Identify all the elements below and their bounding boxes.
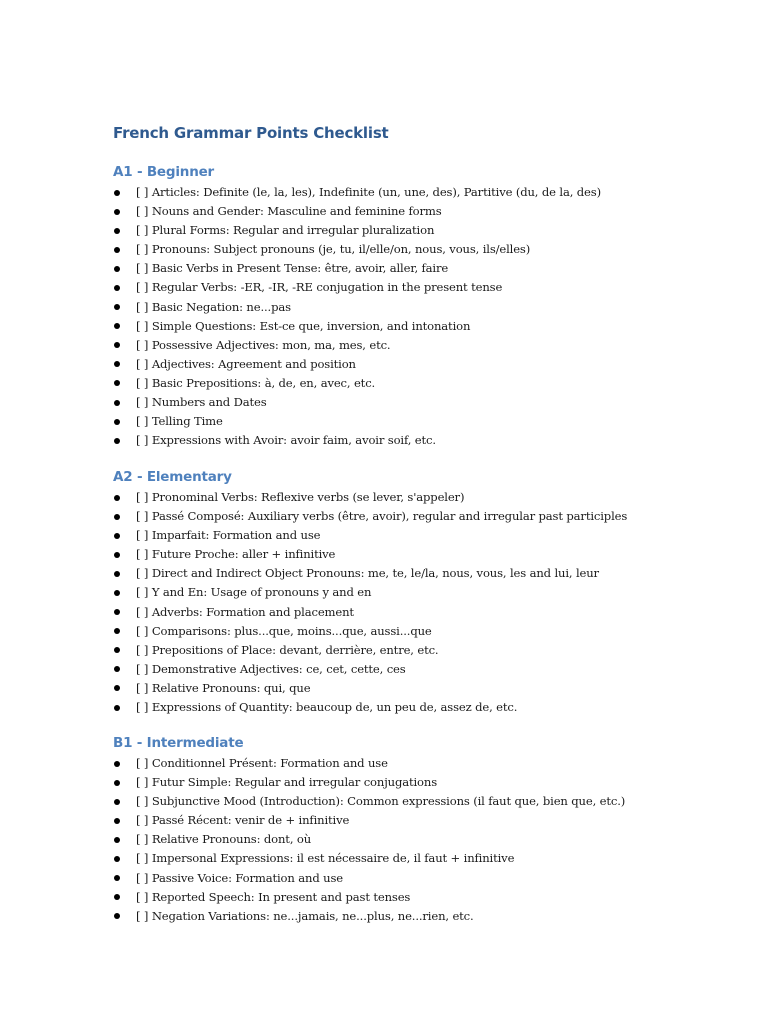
bullet-icon [114,514,120,520]
checklist-item [113,545,753,564]
section-a2-elementary [113,466,753,717]
checklist-item [113,507,753,526]
bullet-icon [114,495,120,501]
checklist-item [113,202,753,221]
checklist-item-text: [ ] Adverbs: Formation and placement [136,604,354,619]
section-b1-intermediate [113,732,753,926]
checklist-item-text: [ ] Conditionnel Présent: Formation and use [136,756,388,770]
checklist-item [113,278,753,297]
bullet-icon [114,818,120,824]
checklist-item [113,298,753,317]
checklist-item [113,679,753,698]
checklist-item-text: [ ] Simple Questions: Est-ce que, inversion, and intonation [136,318,471,333]
checklist-item-text: [ ] Y and En: Usage of pronouns y and en [136,585,372,600]
checklist-item-text: [ ] Comparisons: plus...que, moins...que, aussi...que [136,623,432,638]
checklist-item-text: [ ] Future Proche: aller + infinitive [136,547,336,562]
checklist-item [113,355,753,374]
checklist-item [113,240,753,259]
checklist-item [113,888,753,907]
bullet-icon [114,419,120,425]
checklist-item-text: [ ] Prepositions of Place: devant, derrière, entre, etc. [136,642,439,657]
checklist-item [113,811,753,830]
section-a1-beginner [113,161,753,450]
checklist-item-text: [ ] Numbers and Dates [136,395,267,410]
bullet-icon [114,247,120,253]
checklist-item [113,869,753,888]
checklist-item [113,773,753,792]
checklist-item-text: [ ] Negation Variations: ne...jamais, ne...plus, ne...rien, etc. [136,908,474,923]
checklist [113,754,753,926]
checklist-item [113,792,753,811]
checklist-item [113,641,753,660]
bullet-icon [114,400,120,406]
checklist-item-text: [ ] Plural Forms: Regular and irregular pluralization [136,223,435,238]
checklist-item-text: [ ] Basic Verbs in Present Tense: être, avoir, aller, faire [136,261,449,276]
checklist-item [113,907,753,926]
bullet-icon [114,666,120,672]
bullet-icon [114,628,120,634]
checklist-item [113,259,753,278]
checklist-item-text: [ ] Impersonal Expressions: il est nécessaire de, il faut + infinitive [136,851,515,866]
bullet-icon [114,533,120,539]
bullet-icon [114,590,120,596]
bullet-icon [114,799,120,805]
checklist-item [113,583,753,602]
bullet-icon [114,647,120,653]
checklist-item-text: [ ] Relative Pronouns: qui, que [136,680,311,695]
checklist-item-text: [ ] Futur Simple: Regular and irregular conjugations [136,775,438,790]
checklist-item [113,393,753,412]
document-title: French Grammar Points Checklist [113,124,389,142]
bullet-icon [114,304,120,310]
checklist [113,488,753,717]
bullet-icon [114,685,120,691]
checklist-item [113,849,753,868]
checklist-item [113,374,753,393]
checklist-item-text: [ ] Demonstrative Adjectives: ce, cet, cette, ces [136,661,406,676]
bullet-icon [114,323,120,329]
checklist-item [113,660,753,679]
checklist-item-text: [ ] Expressions of Quantity: beaucoup de, un peu de, assez de, etc. [136,700,518,715]
bullet-icon [114,552,120,558]
checklist-item-text: [ ] Telling Time [136,414,223,429]
bullet-icon [114,761,120,767]
checklist-item-text: [ ] Possessive Adjectives: mon, ma, mes, etc. [136,337,391,352]
checklist-item [113,698,753,717]
bullet-icon [114,361,120,367]
bullet-icon [114,894,120,900]
bullet-icon [114,438,120,444]
bullet-icon [114,380,120,386]
checklist-item-text: [ ] Basic Prepositions: à, de, en, avec, etc. [136,375,376,390]
bullet-icon [114,209,120,215]
checklist-item-text: [ ] Passé Composé: Auxiliary verbs (être, avoir), regular and irregular past participles [136,509,628,524]
bullet-icon [114,837,120,843]
checklist-item-text: [ ] Passé Récent: venir de + infinitive [136,813,350,828]
bullet-icon [114,266,120,272]
bullet-icon [114,705,120,711]
checklist-item [113,754,753,773]
checklist-item-text: [ ] Regular Verbs: -ER, -IR, -RE conjugation in the present tense [136,280,503,295]
bullet-icon [114,875,120,881]
checklist-item [113,564,753,583]
checklist-item [113,603,753,622]
checklist-item [113,183,753,202]
section-heading: B1 - Intermediate [113,735,244,751]
checklist-item [113,221,753,240]
bullet-icon [114,913,120,919]
checklist-item-text: [ ] Basic Negation: ne...pas [136,299,291,314]
section-heading: A1 - Beginner [113,164,215,180]
checklist-item-text: [ ] Direct and Indirect Object Pronouns: me, te, le/la, nous, vous, les and lui, leur [136,566,599,581]
checklist-item-text: [ ] Expressions with Avoir: avoir faim, avoir soif, etc. [136,433,436,448]
bullet-icon [114,609,120,615]
checklist [113,183,753,450]
bullet-icon [114,285,120,291]
checklist-item [113,488,753,507]
bullet-icon [114,571,120,577]
checklist-item [113,431,753,450]
checklist-item [113,317,753,336]
checklist-item-text: [ ] Imparfait: Formation and use [136,528,321,543]
checklist-item [113,412,753,431]
bullet-icon [114,780,120,786]
checklist-item [113,622,753,641]
section-heading: A2 - Elementary [113,469,232,485]
checklist-item-text: [ ] Relative Pronouns: dont, où [136,832,312,847]
checklist-item-text: [ ] Nouns and Gender: Masculine and feminine forms [136,204,442,219]
checklist-item [113,336,753,355]
checklist-item [113,830,753,849]
checklist-item-text: [ ] Adjectives: Agreement and position [136,356,356,371]
checklist-item-text: [ ] Passive Voice: Formation and use [136,870,343,885]
bullet-icon [114,856,120,862]
checklist-item-text: [ ] Subjunctive Mood (Introduction): Common expressions (il faut que, bien que, etc.) [136,794,626,809]
bullet-icon [114,190,120,196]
checklist-item-text: [ ] Reported Speech: In present and past tenses [136,889,411,904]
checklist-item-text: [ ] Articles: Definite (le, la, les), Indefinite (un, une, des), Partitive (du, de la, des) [136,185,601,199]
checklist-item-text: [ ] Pronouns: Subject pronouns (je, tu, il/elle/on, nous, vous, ils/elles) [136,242,531,257]
bullet-icon [114,228,120,234]
checklist-item [113,526,753,545]
bullet-icon [114,342,120,348]
checklist-item-text: [ ] Pronominal Verbs: Reflexive verbs (se lever, s'appeler) [136,490,465,504]
